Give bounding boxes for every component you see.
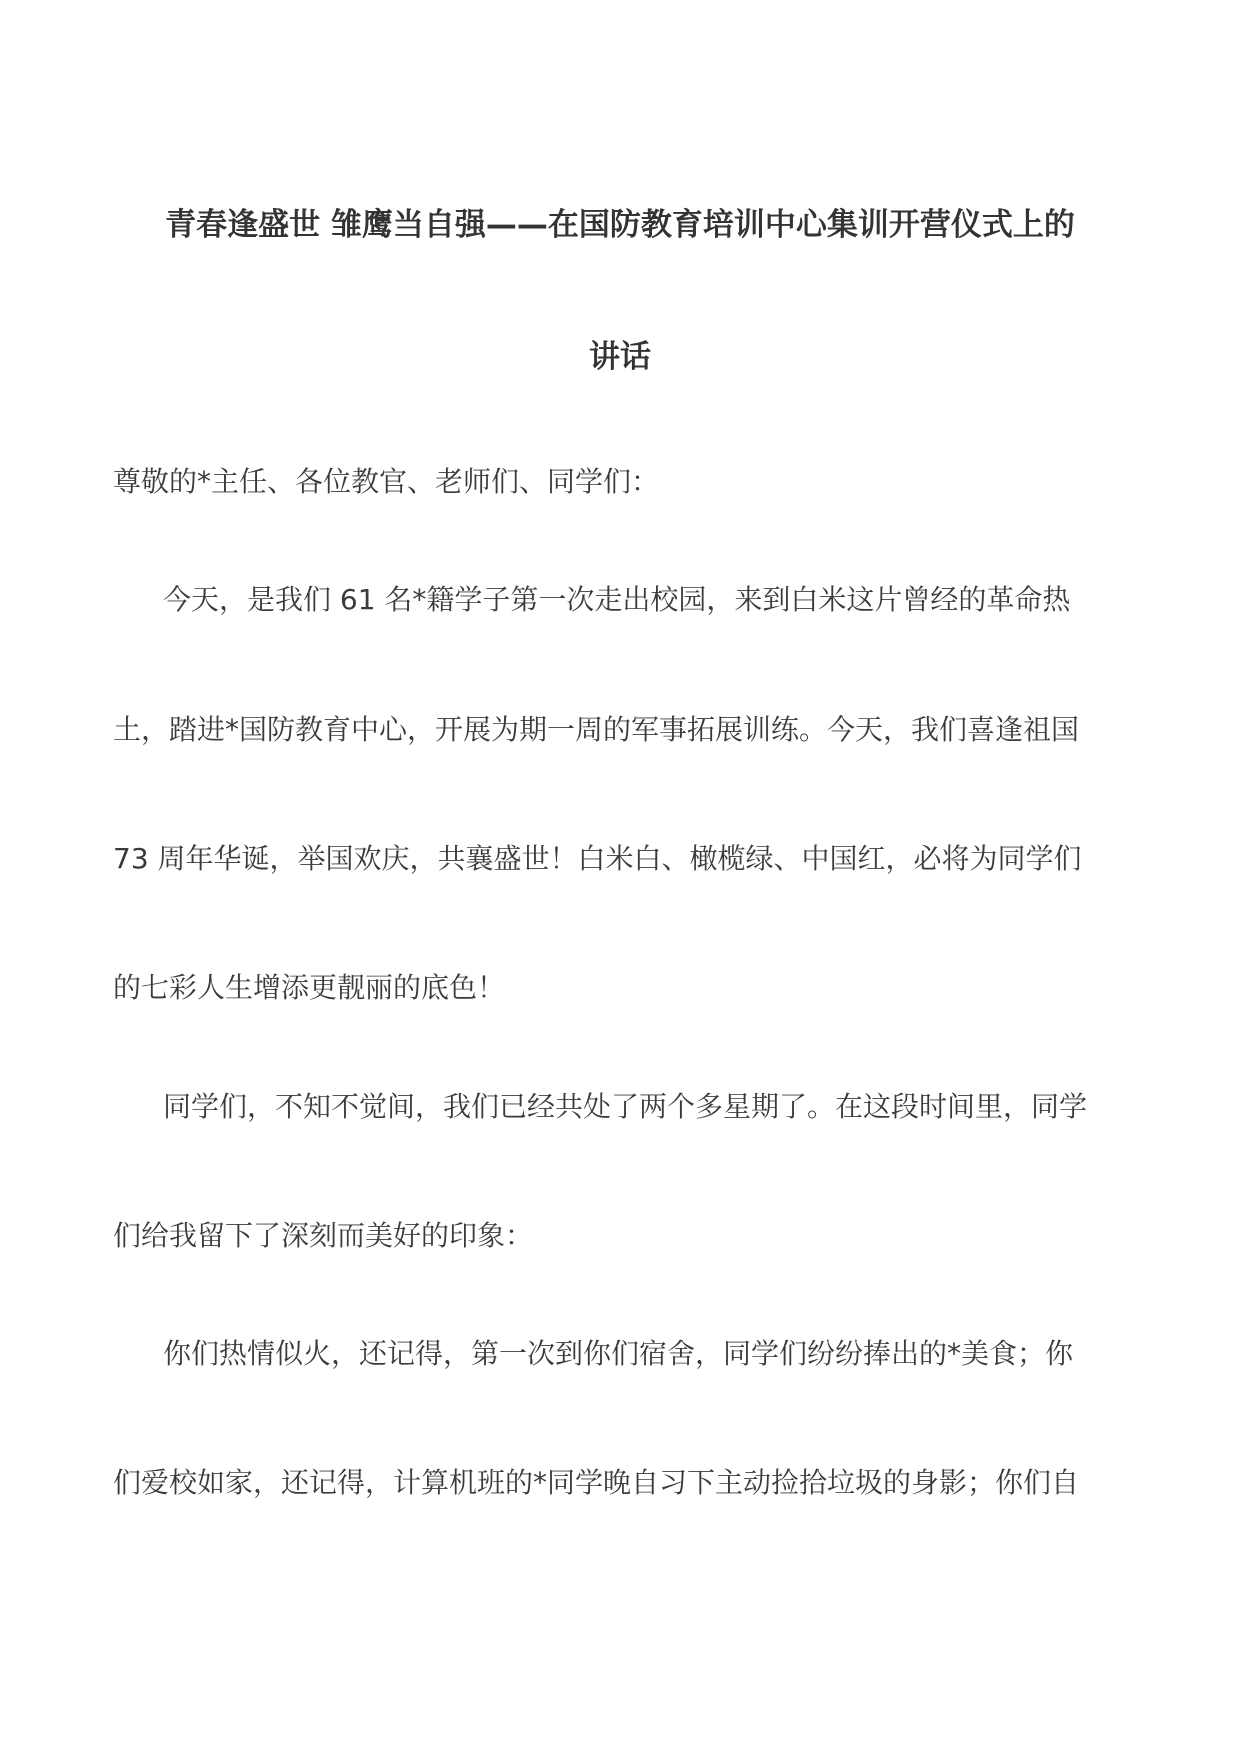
paragraph-1-line-2: 土，踏进*国防教育中心，开展为期一周的军事拓展训练。今天，我们喜逢祖国 xyxy=(113,713,1080,746)
paragraph-1-line-1: 今天，是我们 61 名*籍学子第一次走出校园，来到白米这片曾经的革命热 xyxy=(163,583,1071,616)
paragraph-3-line-2: 们爱校如家，还记得，计算机班的*同学晚自习下主动捡拾垃圾的身影；你们自 xyxy=(113,1466,1080,1499)
paragraph-1-line-3: 73 周年华诞，举国欢庆，共襄盛世！白米白、橄榄绿、中国红，必将为同学们 xyxy=(113,842,1082,875)
document-title-line-2: 讲话 xyxy=(589,339,651,375)
paragraph-2-line-2: 们给我留下了深刻而美好的印象： xyxy=(113,1219,534,1252)
paragraph-3-line-1: 你们热情似火，还记得，第一次到你们宿舍，同学们纷纷捧出的*美食；你 xyxy=(163,1337,1074,1370)
paragraph-2-line-1: 同学们，不知不觉间，我们已经共处了两个多星期了。在这段时间里，同学 xyxy=(163,1090,1088,1123)
document-title-line-1: 青春逢盛世 雏鹰当自强——在国防教育培训中心集训开营仪式上的 xyxy=(165,207,1075,243)
paragraph-1-line-4: 的七彩人生增添更靓丽的底色！ xyxy=(113,971,506,1004)
salutation: 尊敬的*主任、各位教官、老师们、同学们： xyxy=(113,465,660,498)
